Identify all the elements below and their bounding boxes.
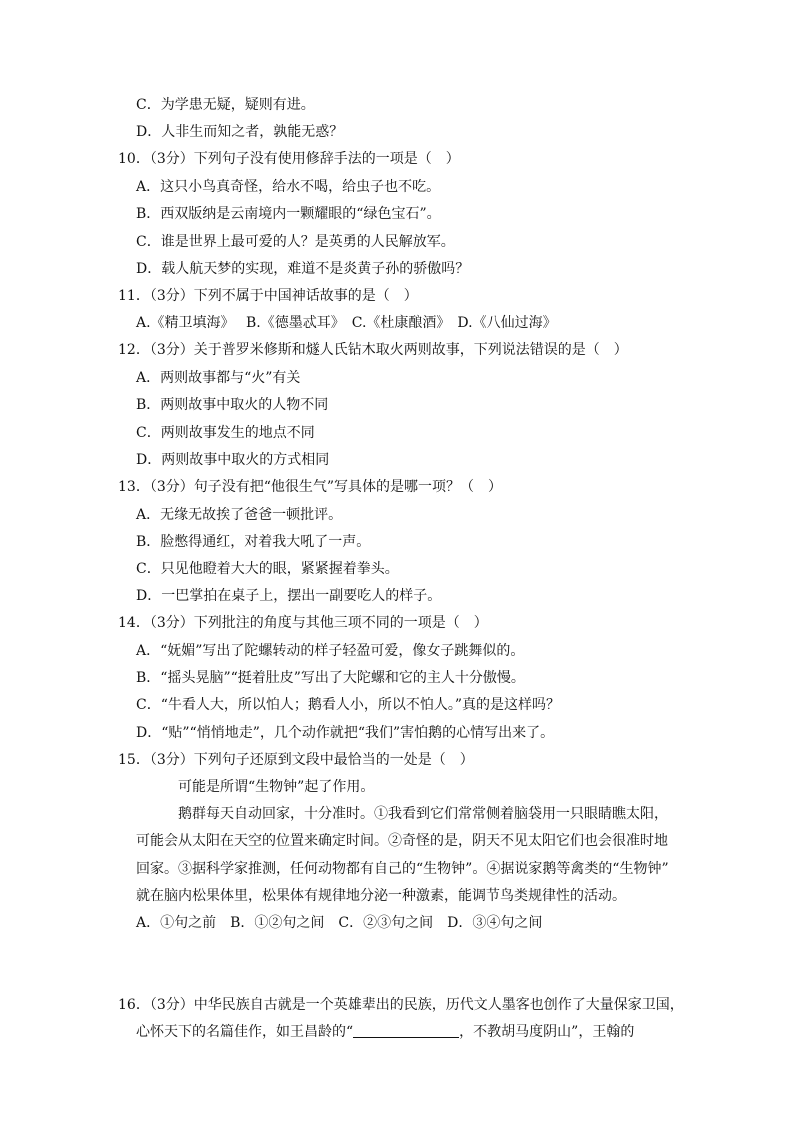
q10-option-b: B．西双版纳是云南境内一颗耀眼的“绿色宝石”。 — [136, 206, 441, 222]
q13-option-a: A．无缘无故挨了爸爸一顿批评。 — [136, 507, 343, 523]
q12-stem: 12．（3分）关于普罗米修斯和燧人氏钻木取火两则故事，下列说法错误的是（ ） — [118, 342, 628, 358]
q11-options: A.《精卫填海》 B.《德墨忒耳》 C.《杜康酿酒》 D.《八仙过海》 — [136, 315, 557, 331]
q15-options: A．①句之前 B．①②句之间 C．②③句之间 D．③④句之间 — [136, 915, 543, 931]
q14-option-a: A．“妩媚”写出了陀螺转动的样子轻盈可爱，像女子跳舞似的。 — [136, 643, 525, 659]
q16-line-1: 16．（3分）中华民族自古就是一个英雄辈出的民族，历代文人墨客也创作了大量保家卫国， — [118, 997, 684, 1013]
q16-line-2-end: ，不教胡马度阴山”，王翰的 — [459, 1024, 635, 1040]
q14-option-c: C．“牛看人大，所以怕人；鹅看人小，所以不怕人。”真的是这样吗？ — [136, 697, 561, 713]
q12-option-a: A．两则故事都与“火”有关 — [136, 370, 301, 386]
q16-line-2 — [136, 1023, 634, 1041]
q11-stem: 11．（3分）下列不属于中国神话故事的是（ ） — [118, 288, 418, 304]
q12-option-d: D．两则故事中取火的方式相同 — [136, 452, 330, 468]
q16-line-2-start: 心怀天下的名篇佳作，如王昌龄的“ — [136, 1024, 354, 1040]
q12-option-c: C．两则故事发生的地点不同 — [136, 425, 315, 441]
q15-passage-line-2: 可能会从太阳在天空的位置来确定时间。②奇怪的是，阴天不见太阳它们也会很准时地 — [136, 833, 668, 849]
q15-passage-line-4: 就在脑内松果体里，松果体有规律地分泌一种激素，能调节鸟类规律性的活动。 — [136, 888, 626, 904]
q13-option-d: D．一巴掌拍在桌子上，摆出一副要吃人的样子。 — [136, 588, 442, 604]
q12-option-b: B．两则故事中取火的人物不同 — [136, 397, 329, 413]
q10-option-d: D．载人航天梦的实现，难道不是炎黄子孙的骄傲吗？ — [136, 261, 470, 277]
q14-option-d: D．“贴”“悄悄地走”，几个动作就把“我们”害怕鹅的心情写出来了。 — [136, 725, 555, 741]
q15-stem: 15．（3分）下列句子还原到文段中最恰当的一处是（ ） — [118, 752, 474, 768]
answer-blank[interactable] — [353, 1023, 459, 1038]
q13-stem: 13．（3分）句子没有把“他很生气”写具体的是哪一项？（ ） — [118, 479, 503, 495]
q10-option-c: C．谁是世界上最可爱的人？是英勇的人民解放军。 — [136, 234, 455, 250]
q10-option-a: A．这只小鸟真奇怪，给水不喝，给虫子也不吃。 — [136, 179, 441, 195]
q13-option-b: B．脸憋得通红，对着我大吼了一声。 — [136, 534, 371, 550]
q14-stem: 14．（3分）下列批注的角度与其他三项不同的一项是（ ） — [118, 615, 488, 631]
q15-passage-line-1: 鹅群每天自动回家，十分准时。①我看到它们常常侧着脑袋用一只眼睛瞧太阳， — [178, 806, 668, 822]
q10-stem: 10．（3分）下列句子没有使用修辞手法的一项是（ ） — [118, 151, 460, 167]
q9-option-c: C．为学患无疑，疑则有进。 — [136, 97, 315, 113]
q15-passage-line-3: 回家。③据科学家推测，任何动物都有自己的“生物钟”。④据说家鹅等禽类的“生物钟” — [136, 861, 669, 877]
q9-option-d: D．人非生而知之者，孰能无惑？ — [136, 124, 344, 140]
q14-option-b: B．“摇头晃脑”“挺着肚皮”写出了大陀螺和它的主人十分傲慢。 — [136, 670, 525, 686]
q13-option-c: C．只见他瞪着大大的眼，紧紧握着拳头。 — [136, 561, 399, 577]
q15-quote: 可能是所谓“生物钟”起了作用。 — [178, 779, 375, 795]
